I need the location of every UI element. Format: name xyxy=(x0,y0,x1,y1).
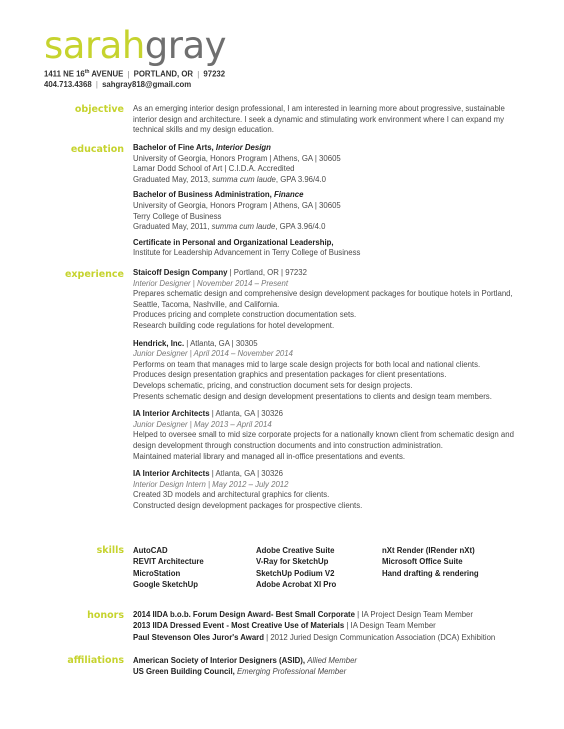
affiliations-section xyxy=(133,655,523,678)
location: | Atlanta, GA | 30326 xyxy=(209,469,283,479)
honor-item xyxy=(133,620,523,631)
award-name: 2014 IIDA b.o.b. Forum Design Award- Best Small Corporate xyxy=(133,610,355,619)
address-line xyxy=(44,67,225,80)
graduation-date: Graduated May, 2013, xyxy=(133,174,213,184)
award-detail: | IA Design Team Member xyxy=(344,621,436,631)
job-title: Interior Designer | November 2014 – Present xyxy=(133,278,289,288)
job-duty: Prepares schematic design and comprehensive design development packages for boutique hotels in Portland, Seattle, Tacoma, Nashville, and California. xyxy=(133,289,513,309)
skill-item: Adobe Creative Suite xyxy=(256,546,335,555)
skills-grid xyxy=(133,545,523,590)
job-duty: Produces design presentation graphics and presentation packages for client presentations. xyxy=(133,370,447,380)
skill-item: SketchUp Podium V2 xyxy=(256,568,335,578)
email-address[interactable]: sahgray818@gmail.com xyxy=(102,80,192,90)
job-duty: Research building code regulations for hotel development. xyxy=(133,320,335,330)
experience-section xyxy=(133,268,523,511)
graduation xyxy=(133,222,523,233)
first-name: sarah xyxy=(44,24,145,67)
major: Interior Design xyxy=(215,143,271,152)
job-duty: Maintained material library and managed all in-office presentations and events. xyxy=(133,451,406,461)
job-title: Interior Design Intern | May 2012 – July 2012 xyxy=(133,479,289,489)
skill-item: Google SketchUp xyxy=(133,579,198,589)
street-name: AVENUE xyxy=(89,69,124,79)
job-duty: Performs on team that manages mid to large scale design projects for both local and national clients. xyxy=(133,359,481,369)
location: | Atlanta, GA | 30305 xyxy=(184,338,258,348)
company: Staicoff Design Company xyxy=(133,268,228,277)
award-detail: | 2012 Juried Design Communication Association (DCA) Exhibition xyxy=(263,632,496,642)
school-detail: Lamar Dodd School of Art | C.I.D.A. Accredited xyxy=(133,164,295,174)
section-label-affiliations: affiliations xyxy=(67,655,124,666)
skill-item: REVIT Architecture xyxy=(133,557,204,567)
separator: | xyxy=(127,69,130,79)
major: Finance xyxy=(273,190,304,200)
degree: Bachelor of Fine Arts, xyxy=(133,143,216,152)
skill-item: MicroStation xyxy=(133,568,181,578)
affiliation-item xyxy=(133,655,523,666)
institute: Institute for Leadership Advancement in Terry College of Business xyxy=(133,248,361,258)
street-number: 1411 NE 16 xyxy=(44,69,85,79)
honors-section xyxy=(133,609,523,643)
job-title: Junior Designer | April 2014 – November 2014 xyxy=(133,349,293,359)
gpa: , GPA 3.96/4.0 xyxy=(275,174,327,184)
school: University of Georgia, Honors Program | Athens, GA | 30605 xyxy=(133,200,341,210)
section-label-skills: skills xyxy=(96,545,124,556)
award-detail: | IA Project Design Team Member xyxy=(354,610,473,619)
membership-role: Emerging Professional Member xyxy=(236,667,347,677)
objective-text: As an emerging interior design professional, I am interested in learning more about progressive, sustainable interior design and architecture. I seek a dynamic and stimulating work environment where I can expand my technical skills and my design education. xyxy=(133,104,505,135)
degree: Bachelor of Business Administration, xyxy=(133,190,274,200)
skill-item: Adobe Acrobat XI Pro xyxy=(256,579,337,589)
last-name: gray xyxy=(144,24,227,67)
street-suffix: th xyxy=(84,69,90,75)
section-label-experience: experience xyxy=(64,269,124,280)
section-label-honors: honors xyxy=(87,610,124,621)
graduation-date: Graduated May, 2011, xyxy=(133,222,212,232)
job-duty: Presents schematic design and design development presentations to clients and design team members. xyxy=(133,391,492,401)
graduation xyxy=(133,175,523,186)
contact-info xyxy=(44,67,225,91)
education-entry xyxy=(133,190,523,232)
organization: American Society of Interior Designers (ASID), xyxy=(133,656,308,665)
phone-email-line xyxy=(44,80,225,91)
location: | Atlanta, GA | 30326 xyxy=(209,409,283,419)
company: Hendrick, Inc. xyxy=(133,338,185,348)
organization: US Green Building Council, xyxy=(133,667,237,677)
education-entry xyxy=(133,238,523,259)
graduation-honor: summa cum laude xyxy=(212,174,276,184)
honor-item xyxy=(133,632,523,643)
award-name: Paul Stevenson Oles Juror's Award xyxy=(133,632,264,642)
company: IA Interior Architects xyxy=(133,409,210,419)
candidate-name xyxy=(44,24,226,68)
skill-item: AutoCAD xyxy=(133,546,168,555)
school: University of Georgia, Honors Program | Athens, GA | 30605 xyxy=(133,153,341,163)
skill-item: Microsoft Office Suite xyxy=(382,557,463,567)
job-duty: Produces pricing and complete construction documentation sets. xyxy=(133,310,357,320)
skill-item: Hand drafting & rendering xyxy=(382,568,479,578)
section-label-objective: objective xyxy=(74,104,124,115)
company: IA Interior Architects xyxy=(133,469,210,479)
honor-item xyxy=(133,609,523,620)
job-entry xyxy=(133,409,523,462)
skill-item: nXt Render (IRender nXt) xyxy=(382,546,475,555)
skill-item: V-Ray for SketchUp xyxy=(256,557,329,567)
zip-code: 97232 xyxy=(203,69,226,79)
job-entry xyxy=(133,469,523,511)
city: PORTLAND, OR xyxy=(133,69,194,79)
award-name: 2013 IIDA Dressed Event - Most Creative Use of Materials xyxy=(133,621,345,631)
gpa: , GPA 3.96/4.0 xyxy=(275,222,326,232)
separator: | xyxy=(95,80,98,90)
membership-role: Allied Member xyxy=(307,656,358,665)
job-duty: Constructed design development packages for prospective clients. xyxy=(133,500,363,510)
skill-item xyxy=(382,579,522,590)
job-entry xyxy=(133,268,523,332)
education-entry xyxy=(133,143,523,185)
school-detail: Terry College of Business xyxy=(133,211,222,221)
job-duty: Created 3D models and architectural graphics for clients. xyxy=(133,490,330,500)
job-duty: Develops schematic, pricing, and construction document sets for design projects. xyxy=(133,380,413,390)
affiliation-item xyxy=(133,666,523,677)
certificate: Certificate in Personal and Organizational Leadership, xyxy=(133,237,334,247)
phone-number: 404.713.4368 xyxy=(44,80,92,90)
job-duty: Helped to oversee small to mid size corporate projects for a nationally known client from schematic design and design development through construction documents and into construction administration. xyxy=(133,430,514,450)
education-section xyxy=(133,143,523,259)
job-title: Junior Designer | May 2013 – April 2014 xyxy=(133,419,272,429)
separator: | xyxy=(197,69,200,79)
job-entry xyxy=(133,339,523,403)
location: | Portland, OR | 97232 xyxy=(227,268,307,277)
graduation-honor: summa cum laude xyxy=(211,222,276,232)
section-label-education: education xyxy=(70,144,124,155)
